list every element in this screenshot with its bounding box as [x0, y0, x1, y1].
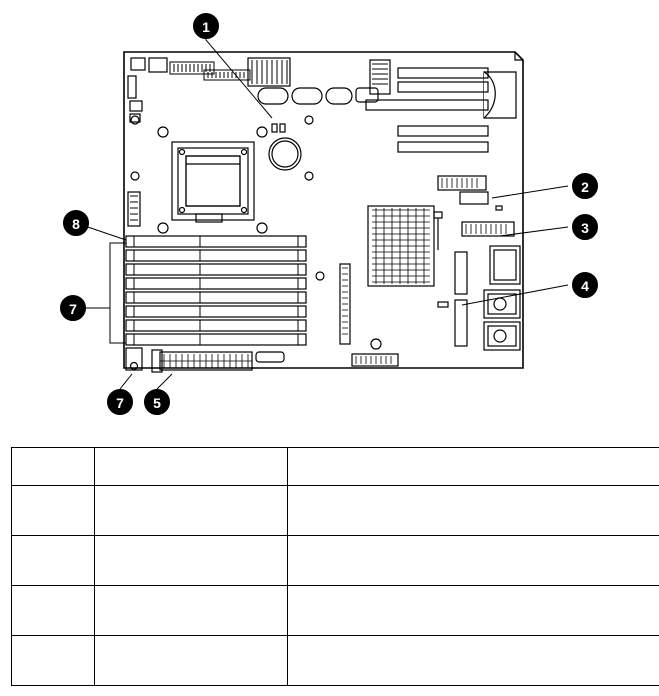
legend-item-detail [288, 486, 659, 536]
table-row [12, 486, 659, 536]
legend-item-number [12, 486, 95, 536]
callout-1: 1 [193, 13, 219, 39]
table-row [12, 448, 659, 486]
legend-item-detail [288, 636, 659, 686]
legend-item-description [95, 486, 288, 536]
callout-4: 4 [572, 272, 598, 298]
legend-item-detail [288, 448, 659, 486]
legend-item-description [95, 636, 288, 686]
legend-item-description [95, 536, 288, 586]
legend-item-description [95, 586, 288, 636]
table-row [12, 636, 659, 686]
legend-item-number [12, 448, 95, 486]
table-row [12, 586, 659, 636]
legend-item-number [12, 586, 95, 636]
callout-7-left: 7 [60, 295, 86, 321]
legend-table [11, 447, 659, 686]
callout-8: 8 [63, 210, 89, 236]
legend-item-description [95, 448, 288, 486]
callout-2: 2 [572, 173, 598, 199]
callout-5-bottom: 5 [144, 389, 170, 415]
callout-7-bottom: 7 [107, 389, 133, 415]
table-row [12, 536, 659, 586]
legend-item-detail [288, 536, 659, 586]
legend-item-number [12, 636, 95, 686]
legend-item-detail [288, 586, 659, 636]
callout-3: 3 [572, 214, 598, 240]
legend-item-number [12, 536, 95, 586]
